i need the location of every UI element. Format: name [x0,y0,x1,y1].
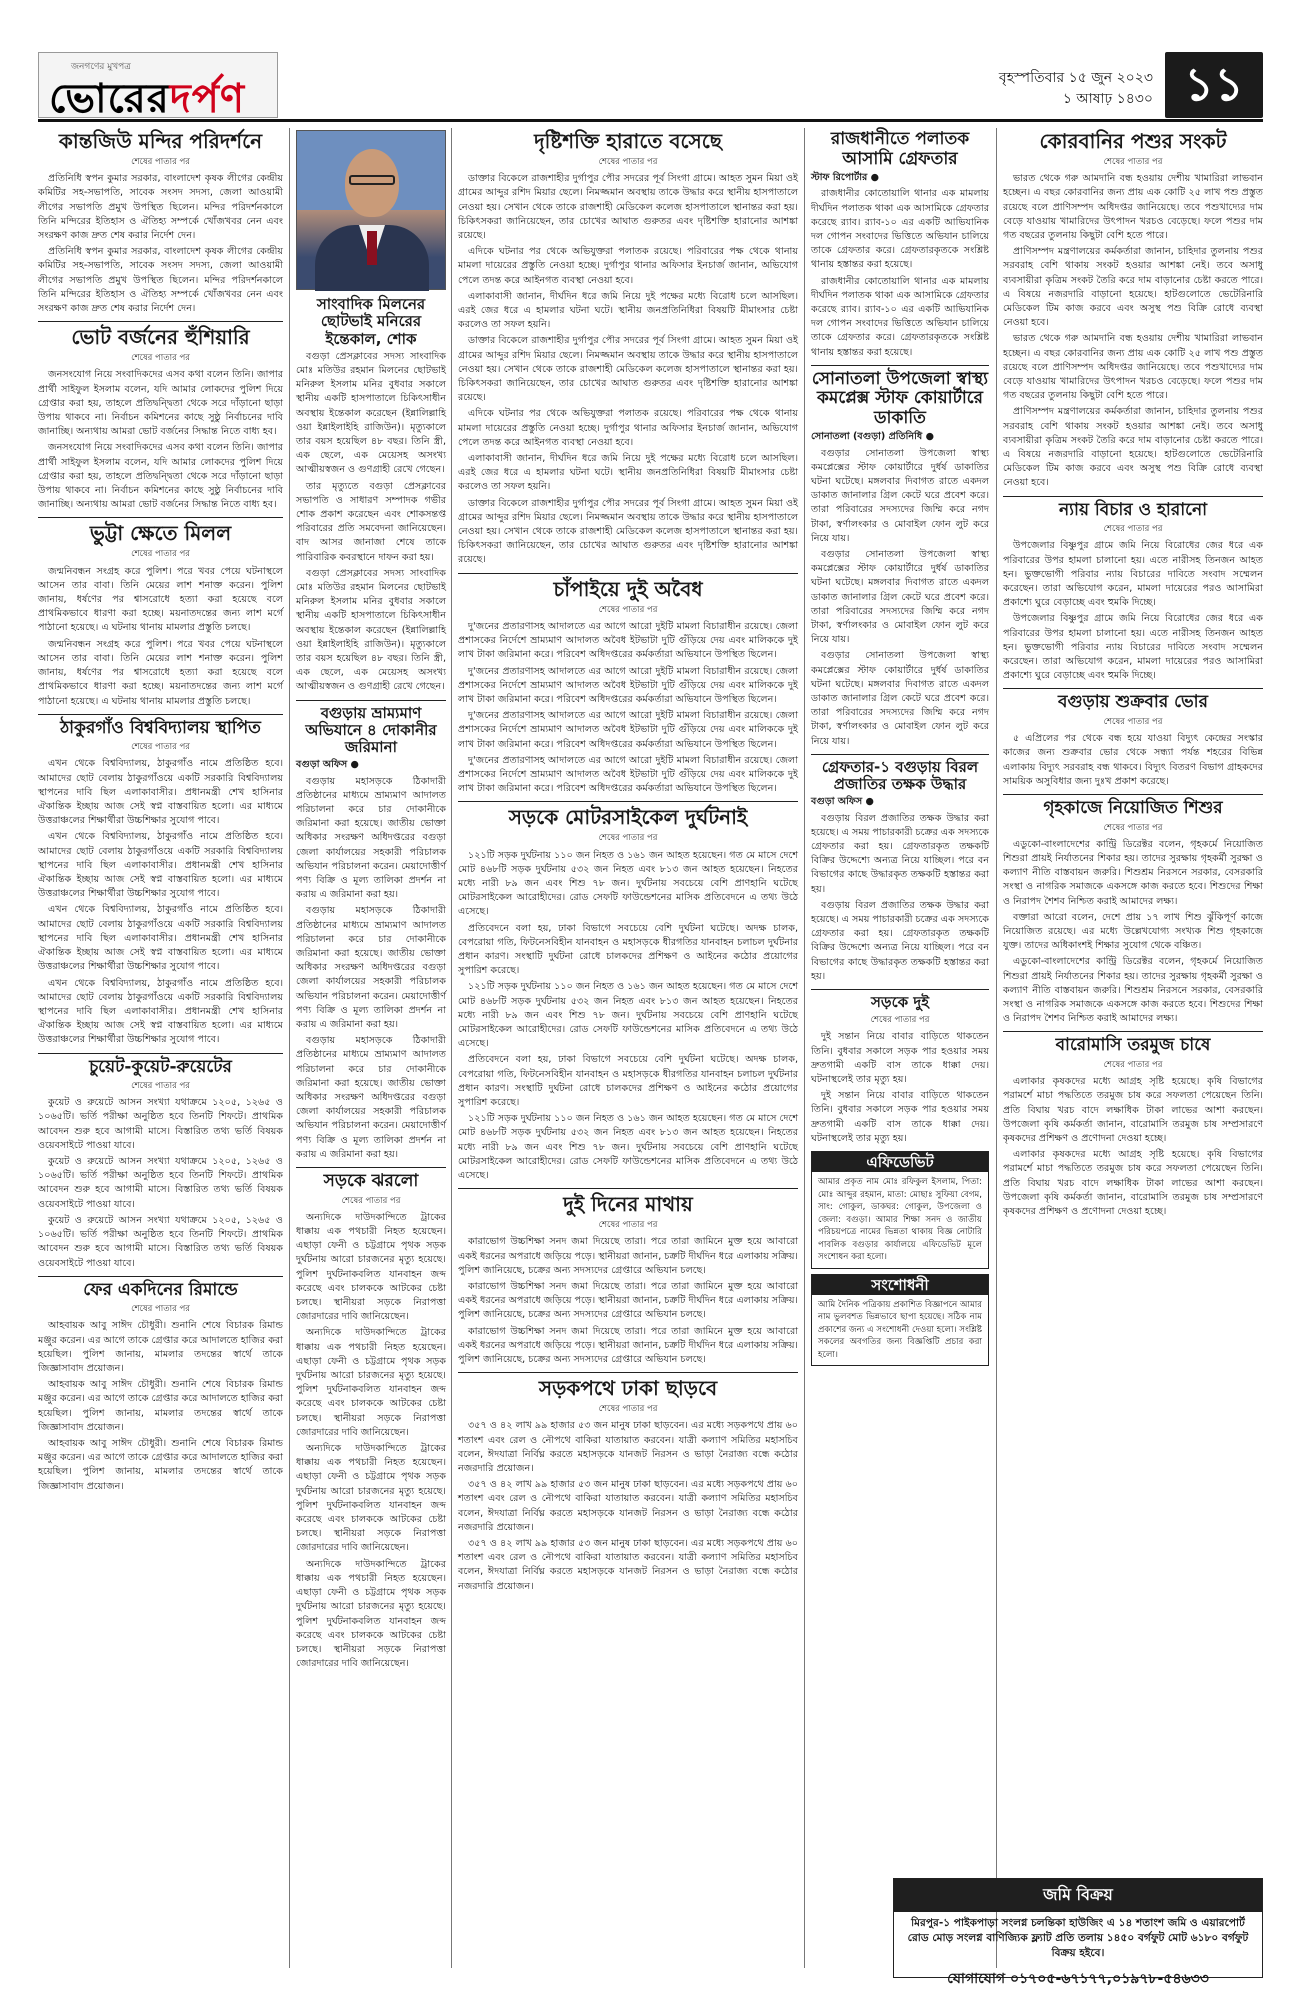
article-text: এলাকাবাসী জানান, দীর্ঘদিন ধরে জমি নিয়ে দুই পক্ষের মধ্যে বিরোধ চলে আসছিল। এরই জের ধরে এ হামলার ঘটনা ঘটে। স্থানীয় জনপ্রতিনিধিরা বিষয়টি মীমাংসার চেষ্টা করলেও তা সফল হয়নি। [458,453,798,493]
article-text: দুই সন্তান নিয়ে বাবার বাড়িতে থাকতেন তিনি। বুধবার সকালে সড়ক পার হওয়ার সময় দ্রুতগামী একটি বাস তাকে ধাক্কা দেয়। ঘটনাস্থলেই তার মৃত্যু হয়। [811,1031,989,1086]
headline: চুয়েট-কুয়েট-রুয়েটের [89,1056,232,1077]
logo [38,52,278,122]
article-text: এলাকার কৃষকদের মধ্যে আগ্রহ সৃষ্টি হয়েছে। কৃষি বিভাগের পরামর্শে মাচা পদ্ধতিতে তরমুজ চাষ করে সফলতা পেয়েছেন তিনি। প্রতি বিঘায় খরচ বাদে লক্ষাধিক টাকা লাভের আশা করছেন। উপজেলা কৃষি কর্মকর্তা জানান, বারোমাসি তরমুজ চাষ সম্প্রসারণে কৃষকদের প্রশিক্ষণ ও প্রণোদনা দেওয়া হচ্ছে। [1003,1076,1263,1144]
article-text: জনসংযোগ নিয়ে সংবাদিকদের এসব কথা বলেন তিনি। জাপার প্রার্থী সাইফুল ইসলাম বলেন, যদি আমার লোকদের পুলিশ দিয়ে গ্রেপ্তার করা হয়, তাহলে প্রতিদ্বন্দ্বিতা থেকে সরে দাঁড়ানো ছাড়া উপায় থাকবে না। নির্বাচন কমিশনের কাছে সুষ্ঠু নির্বাচনের দাবি জানাচ্ছি। অন্যথায় আমরা ভোট বর্জনের সিদ্ধান্ত নিতে বাধ্য হব। [38,369,283,438]
land-sale-ad [893,1878,1263,1987]
divider [458,801,798,802]
article-text: আহবায়ক আবু সাঈদ চৌধুরী। শুনানি শেষে বিচারক রিমান্ড মঞ্জুর করেন। এর আগে তাকে গ্রেপ্তার করে আদালতে হাজির করা হয়েছিল। পুলিশ জানায়, মামলার তদন্তের স্বার্থে তাকে জিজ্ঞাসাবাদ প্রয়োজন। [38,1320,283,1375]
divider [38,1053,283,1054]
headline: কোরবানির পশুর সংকট [1039,129,1227,153]
divider [458,1188,798,1189]
headline: চাঁপাইয়ে দুই অবৈধ [553,576,703,601]
headline: দৃষ্টিশক্তি হারাতে বসেছে [534,129,722,153]
headline: গৃহকাজে নিয়োজিত শিশুর [1043,798,1223,819]
headline: ভুট্টা ক্ষেতে মিলল [89,521,232,546]
headline: ফের একদিনের রিমান্ডে [83,1279,238,1300]
column-4 [811,126,989,1966]
article-text: বগুড়ায় মহাসড়কে ঠিকাদারী প্রতিষ্ঠানের মাধ্যমে ভ্রাম্যমাণ আদালত পরিচালনা করে চার দোকানীকে জরিমানা করা হয়েছে। জাতীয় ভোক্তা অধিকার সংরক্ষণ অধিদপ্তরের বগুড়া জেলা কার্যালয়ের সহকারী পরিচালক অভিযান পরিচালনা করেন। মেয়াদোত্তীর্ণ পণ্য বিক্রি ও মূল্য তালিকা প্রদর্শন না করায় এ জরিমানা করা হয়। [296,775,446,901]
article-text: কুয়েট ও রুয়েটে আসন সংখ্যা যথাক্রমে ১২০৫, ১২৬৫ ও ১০৬৫টি। ভর্তি পরীক্ষা অনুষ্ঠিত হবে তিনটি শিফটে। প্রাথমিক আবেদন শুরু হবে আগামী মাসে। বিস্তারিত তথ্য ভর্তি বিষয়ক ওয়েবসাইটে পাওয়া যাবে। [38,1214,283,1269]
article-text: প্রতিনিধি স্বপন কুমার সরকার, বাংলাদেশ কৃষক লীগের কেন্দ্রীয় কমিটির সহ-সভাপতি, সাবেক সংসদ সদস্য, জেলা আওয়ামী লীগের সভাপতি প্রমুখ উপস্থিত ছিলেন। মন্দির পরিদর্শনকালে তিনি মন্দিরের ইতিহাস ও ঐতিহ্য সম্পর্কে খোঁজখবর নেন এবং সংরক্ষণ কাজ দ্রুত শেষ করার নির্দেশ দেন। [38,246,283,315]
column-rule [804,128,805,1968]
continued-label: শেষের পাতার পর [598,604,658,615]
continued-label: শেষের পাতার পর [1103,717,1163,727]
article-text: প্রাণিসম্পদ মন্ত্রণালয়ের কর্মকর্তারা জানান, চাহিদার তুলনায় পশুর সরবরাহ বেশি থাকায় সংকট হওয়ার আশঙ্কা নেই। তবে অসাধু ব্যবসায়ীরা কৃত্রিম সংকট তৈরি করে দাম বাড়ানোর চেষ্টা করতে পারে। এ বিষয়ে নজরদারি বাড়ানো হয়েছে। হাটগুলোতে ভেটেরিনারি মেডিকেল টিম কাজ করবে এবং অসুস্থ পশু বিক্রি রোধে ব্যবস্থা নেওয়া হবে। [1003,406,1263,489]
portrait-photo [296,130,446,290]
headline: সড়কে ঝরলো [323,1171,419,1192]
article-text: ৩৫৭ ও ৪২ লাখ ৯৯ হাজার ৫৩ জন মানুষ ঢাকা ছাড়বেন। এর মধ্যে সড়কপথে প্রায় ৬০ শতাংশ এবং রেল ও নৌপথে বাকিরা যাতায়াত করবেন। যাত্রী কল্যাণ সমিতির মহাসচিব বলেন, ঈদযাত্রা নির্বিঘ্ন করতে মহাসড়কে যানজট নিরসন ও ভাড়া নৈরাজ্য বন্ধে কঠোর নজরদারি প্রয়োজন। [458,1420,798,1475]
divider [811,754,989,755]
affidavit-notice [811,1151,989,1269]
divider [38,517,283,518]
page-number: ১১ [1165,52,1263,118]
logo-tagline: জনগণের মুখপত্র [71,62,131,72]
article-text: ৩৫৭ ও ৪২ লাখ ৯৯ হাজার ৫৩ জন মানুষ ঢাকা ছাড়বেন। এর মধ্যে সড়কপথে প্রায় ৬০ শতাংশ এবং রেল ও নৌপথে বাকিরা যাতায়াত করবেন। যাত্রী কল্যাণ সমিতির মহাসচিব বলেন, ঈদযাত্রা নির্বিঘ্ন করতে মহাসড়কে যানজট নিরসন ও ভাড়া নৈরাজ্য বন্ধে কঠোর নজরদারি প্রয়োজন। [458,1479,798,1533]
article-text: অন্যদিকে দাউদকান্দিতে ট্রাকের ধাক্কায় এক পথচারী নিহত হয়েছেন। এছাড়া ফেনী ও চট্টগ্রামে পৃথক সড়ক দুর্ঘটনায় আরো চারজনের মৃত্যু হয়েছে। পুলিশ দুর্ঘটনাকবলিত যানবাহন জব্দ করেছে এবং চালককে আটকের চেষ্টা চলছে। স্থানীয়রা সড়কে নিরাপত্তা জোরদারের দাবি জানিয়েছেন। [296,1558,446,1670]
correction-title: সংশোধনী [812,1275,988,1295]
article-text: বগুড়ায় বিরল প্রজাতির তক্ষক উদ্ধার করা হয়েছে। এ সময় পাচারকারী চক্রের এক সদস্যকে গ্রেফতার করা হয়। গ্রেফতারকৃত তক্ষকটি বিক্রির উদ্দেশ্যে অন্যত্র নিয়ে যাচ্ছিল। পরে বন বিভাগের কাছে উদ্ধারকৃত তক্ষকটি হস্তান্তর করা হয়। [811,899,990,982]
ad-phone: ০১৭০৫-৬৭১৭৭,০১৯৭৮-৫৪৬৩৩ [1009,1971,1209,1987]
continued-label: শেষের পাতার পর [1103,524,1163,535]
ad-title: জমি বিক্রয় [894,1879,1262,1912]
article-text: ডাক্তার বিকেলে রাজশাহীর দুর্গাপুর পৌর সদরের পূর্ব সিংগা গ্রামে। আহত সুমন মিয়া ওই গ্রামের আব্দুর রশিদ মিয়ার ছেলে। নিমজ্জমান অবস্থায় তাকে উদ্ধার করে স্থানীয় হাসপাতালে নেওয়া হয়। সেখান থেকে তাকে রাজশাহী মেডিকেল কলেজ হাসপাতালে স্থানান্তর করা হয়। চিকিৎসকরা জানিয়েছেন, তার চোখের আঘাত গুরুতর এবং দৃষ্টিশক্তি হারানোর আশঙ্কা রয়েছে। [458,335,798,404]
correction-notice [811,1274,989,1367]
article-text: জন্মনিবন্ধন সংগ্রহ করে পুলিশ। পরে খবর পেয়ে ঘটনাস্থলে আসেন তার বাবা। তিনি মেয়ের লাশ শনাক্ত করেন। পুলিশ জানায়, ধর্ষণের পর শ্বাসরোধে হত্যা করা হয়েছে বলে প্রাথমিকভাবে ধারণা করা হচ্ছে। ময়নাতদন্তের জন্য লাশ মর্গে পাঠানো হয়েছে। এ ঘটনায় থানায় মামলার প্রস্তুতি চলছে। [38,638,283,707]
article-text: বক্তারা আরো বলেন, দেশে প্রায় ১৭ লাখ শিশু ঝুঁকিপূর্ণ কাজে নিয়োজিত রয়েছে। এর মধ্যে উল্লেখযোগ্য সংখ্যক শিশু গৃহকাজে যুক্ত। তাদের অধিকাংশই শিক্ষার সুযোগ থেকে বঞ্চিত। [1003,911,1263,952]
article-text: এখন থেকে বিশ্ববিদ্যালয়, ঠাকুরগাঁও নামে প্রতিষ্ঠিত হবে। আমাদের ছোট বেলায় ঠাকুরগাঁওয়ে একটি সরকারি বিশ্ববিদ্যালয় স্থাপনের দাবি ছিল এলাকাবাসীর। প্রধানমন্ত্রী শেখ হাসিনার ঐকান্তিক ইচ্ছায় আজ সেই স্বপ্ন বাস্তবায়িত হলো। এর মাধ্যমে উত্তরাঞ্চলের শিক্ষার্থীরা উচ্চশিক্ষার সুযোগ পাবে। [38,977,283,1046]
column-2 [296,126,446,1966]
article-text: এদিকে ঘটনার পর থেকে অভিযুক্তরা পলাতক রয়েছে। পরিবারের পক্ষ থেকে থানায় মামলা দায়েরের প্রস্তুতি নেওয়া হচ্ছে। দুর্গাপুর থানার অফিসার ইনচার্জ জানান, অভিযোগ পেলে তদন্ত করে আইনগত ব্যবস্থা নেওয়া হবে। [458,246,798,286]
article-text: দু'জনের প্রতারণাসহ আদালতে এর আগে আরো দুইটি মামলা বিচারাধীন রয়েছে। জেলা প্রশাসকের নির্দেশে ভ্রাম্যমাণ আদালত অবৈধ ইটভাটা দুটি গুঁড়িয়ে দেয় এবং মালিককে দুই লাখ টাকা জরিমানা করে। পরিবেশ অধিদপ্তরের কর্মকর্তারা অভিযানে উপস্থিত ছিলেন। [458,754,798,795]
article-text: এখন থেকে বিশ্ববিদ্যালয়, ঠাকুরগাঁও নামে প্রতিষ্ঠিত হবে। আমাদের ছোট বেলায় ঠাকুরগাঁওয়ে একটি সরকারি বিশ্ববিদ্যালয় স্থাপনের দাবি ছিল এলাকাবাসীর। প্রধানমন্ত্রী শেখ হাসিনার ঐকান্তিক ইচ্ছায় আজ সেই স্বপ্ন বাস্তবায়িত হলো। এর মাধ্যমে উত্তরাঞ্চলের শিক্ষার্থীরা উচ্চশিক্ষার সুযোগ পাবে। [38,758,283,827]
article-text: এলাকাবাসী জানান, দীর্ঘদিন ধরে জমি নিয়ে দুই পক্ষের মধ্যে বিরোধ চলে আসছিল। এরই জের ধরে এ হামলার ঘটনা ঘটে। স্থানীয় জনপ্রতিনিধিরা বিষয়টি মীমাংসার চেষ্টা করলেও তা সফল হয়নি। [458,290,798,331]
continued-label: শেষের পাতার পর [131,1081,190,1092]
article-text: বগুড়ায় মহাসড়কে ঠিকাদারী প্রতিষ্ঠানের মাধ্যমে ভ্রাম্যমাণ আদালত পরিচালনা করে চার দোকানীকে জরিমানা করা হয়েছে। জাতীয় ভোক্তা অধিকার সংরক্ষণ অধিদপ্তরের বগুড়া জেলা কার্যালয়ের সহকারী পরিচালক অভিযান পরিচালনা করেন। মেয়াদোত্তীর্ণ পণ্য বিক্রি ও মূল্য তালিকা প্রদর্শন না করায় এ জরিমানা করা হয়। [296,1035,446,1160]
article-text: বগুড়া প্রেসক্লাবের সদস্য সাংবাদিক মোঃ মতিউর রহমান মিলনের ছোটভাই মনিরুল ইসলাম মনির বুধবার সকালে স্থানীয় একটি হাসপাতালে চিকিৎসাধীন অবস্থায় ইন্তেকাল করেছেন (ইন্নালিল্লাহি ওয়া ইন্নাইলাইহি রাজিউন)। মৃত্যুকালে তার বয়স হয়েছিল ৪৮ বছর। তিনি স্ত্রী, এক ছেলে, এক মেয়েসহ অসংখ্য আত্মীয়স্বজন ও গুণগ্রাহী রেখে গেছেন। [296,350,446,476]
headline: সোনাতলা উপজেলা স্বাস্থ্য কমপ্লেক্স স্টাফ কোয়ার্টারে ডাকাতি [811,368,989,428]
headline: সড়কে দুই [870,992,930,1011]
headline: দুই দিনের মাথায় [563,1192,693,1217]
article-text: জন্মনিবন্ধন সংগ্রহ করে পুলিশ। পরে খবর পেয়ে ঘটনাস্থলে আসেন তার বাবা। তিনি মেয়ের লাশ শনাক্ত করেন। পুলিশ জানায়, ধর্ষণের পর শ্বাসরোধে হত্যা করা হয়েছে বলে প্রাথমিকভাবে ধারণা করা হচ্ছে। ময়নাতদন্তের জন্য লাশ মর্গে পাঠানো হয়েছে। এ ঘটনায় থানায় মামলার প্রস্তুতি চলছে। [38,565,283,634]
byline: বগুড়া অফিস ● [296,759,359,771]
headline: ন্যায় বিচার ও হারানো [1058,499,1208,520]
divider [811,989,989,990]
headline: বগুড়ায় ভ্রাম্যমাণ অভিযানে ৪ দোকানীর জরিমানা [305,703,437,757]
continued-label: শেষের পাতার পর [1103,822,1163,833]
headline: রাজধানীতে পলাতক আসামি গ্রেফতার [830,129,970,169]
article-text: বগুড়ার সোনাতলা উপজেলা স্বাস্থ্য কমপ্লেক্সের স্টাফ কোয়ার্টারে দুর্ধর্ষ ডাকাতির ঘটনা ঘটেছে। মঙ্গলবার দিবাগত রাতে একদল ডাকাত জানালার গ্রিল কেটে ঘরে প্রবেশ করে। তারা পরিবারের সদস্যদের জিম্মি করে নগদ টাকা, স্বর্ণালংকার ও মোবাইল ফোন লুট করে নিয়ে যায়। [811,447,989,544]
date-line-2: ১ আষাঢ় ১৪৩০ [1062,91,1153,107]
column-rule [996,128,997,1968]
article-text: কারাভোগ উচ্চশিক্ষা সনদ জমা দিয়েছে তারা। পরে তারা জামিনে মুক্ত হয়ে আবারো একই ধরনের অপরাধে জড়িয়ে পড়ে। স্থানীয়রা জানান, চক্রটি দীর্ঘদিন ধরে এলাকায় সক্রিয়। পুলিশ জানিয়েছে, চক্রের অন্য সদস্যদের গ্রেপ্তারে অভিযান চলছে। [458,1281,798,1321]
headline: কান্তজিউ মন্দির পরিদর্শনে [58,129,263,153]
continued-label: শেষের পাতার পর [870,1015,930,1026]
byline: সোনাতলা (বগুড়া) প্রতিনিধি ● [811,431,934,443]
ad-contact-label: যোগাযোগ [947,1971,1006,1987]
divider [458,573,798,574]
article-text: এখন থেকে বিশ্ববিদ্যালয়, ঠাকুরগাঁও নামে প্রতিষ্ঠিত হবে। আমাদের ছোট বেলায় ঠাকুরগাঁওয়ে একটি সরকারি বিশ্ববিদ্যালয় স্থাপনের দাবি ছিল এলাকাবাসীর। প্রধানমন্ত্রী শেখ হাসিনার ঐকান্তিক ইচ্ছায় আজ সেই স্বপ্ন বাস্তবায়িত হলো। এর মাধ্যমে উত্তরাঞ্চলের শিক্ষার্থীরা উচ্চশিক্ষার সুযোগ পাবে। [38,831,283,900]
divider [1003,794,1263,795]
divider [38,321,283,322]
headline: সড়কে মোটরসাইকেল দুর্ঘটনাই [508,805,748,830]
newspaper-page [38,50,1263,1987]
continued-label: শেষের পাতার পর [131,157,190,167]
continued-label: শেষের পাতার পর [131,353,190,364]
article-text: রাজধানীর কোতোয়ালি থানার এক মামলায় দীর্ঘদিন পলাতক থাকা এক আসামিকে গ্রেফতার করেছে র‌্যাব। র‌্যাব-১০ এর একটি আভিযানিক দল গোপন সংবাদের ভিত্তিতে অভিযান চালিয়ে তাকে গ্রেফতার করে। গ্রেফতারকৃতকে সংশ্লিষ্ট থানায় হস্তান্তর করা হয়েছে। [811,275,989,358]
continued-label: শেষের পাতার পর [598,1220,658,1231]
correction-body: আমি দৈনিক পত্রিকায় প্রকাশিত বিজ্ঞাপনে আমার নাম ভুলবশত ভিন্নভাবে ছাপা হয়েছে। সঠিক নাম প্রকাশের জন্য এ সংশোধনী দেওয়া হলো। সংশ্লিষ্ট সকলের অবগতির জন্য বিজ্ঞপ্তিটি প্রচার করা হলো। [818,1299,982,1360]
continued-label: শেষের পাতার পর [131,549,190,560]
article-text: দু'জনের প্রতারণাসহ আদালতে এর আগে আরো দুইটি মামলা বিচারাধীন রয়েছে। জেলা প্রশাসকের নির্দেশে ভ্রাম্যমাণ আদালত অবৈধ ইটভাটা দুটি গুঁড়িয়ে দেয় এবং মালিককে দুই লাখ টাকা জরিমানা করে। পরিবেশ অধিদপ্তরের কর্মকর্তারা অভিযানে উপস্থিত ছিলেন। [458,665,798,705]
headline: বগুড়ায় শুক্রবার ভোর [1058,692,1208,713]
article-text: এখন থেকে বিশ্ববিদ্যালয়, ঠাকুরগাঁও নামে প্রতিষ্ঠিত হবে। আমাদের ছোট বেলায় ঠাকুরগাঁওয়ে একটি সরকারি বিশ্ববিদ্যালয় স্থাপনের দাবি ছিল এলাকাবাসীর। প্রধানমন্ত্রী শেখ হাসিনার ঐকান্তিক ইচ্ছায় আজ সেই স্বপ্ন বাস্তবায়িত হলো। এর মাধ্যমে উত্তরাঞ্চলের শিক্ষার্থীরা উচ্চশিক্ষার সুযোগ পাবে। [38,904,283,973]
column-5 [1003,126,1263,1871]
divider [811,365,989,366]
affidavit-body: আমার প্রকৃত নাম মোঃ রফিকুল ইসলাম, পিতা: মোঃ আব্দুর রহমান, মাতা: মোছাঃ সুফিয়া বেগম, সাং: গোকুল, ডাকঘর: গোকুল, উপজেলা ও জেলা: বগুড়া। আমার শিক্ষা সনদ ও জাতীয় পরিচয়পত্রে নামের ভিন্নতা থাকায় বিজ্ঞ নোটারি পাবলিক বগুড়ার কার্যালয়ে এফিডেভিট মূলে সংশোধন করা হলো। [818,1177,982,1263]
divider [458,1372,798,1373]
continued-label: শেষের পাতার পর [598,157,658,167]
column-rule [289,128,290,1968]
headline: বারোমাসি তরমুজ চাষে [1055,1035,1211,1056]
article-text: প্রতিবেদনে বলা হয়, ঢাকা বিভাগে সবচেয়ে বেশি দুর্ঘটনা ঘটেছে। অদক্ষ চালক, বেপরোয়া গতি, ফিটনেসবিহীন যানবাহন ও মহাসড়কে ধীরগতির যানবাহন চলাচল দুর্ঘটনার প্রধান কারণ। সংস্থাটি দুর্ঘটনা রোধে চালকদের প্রশিক্ষণ ও আইনের কঠোর প্রয়োগের সুপারিশ করেছে। [458,922,798,977]
divider [296,1167,446,1168]
article-text: অন্যদিকে দাউদকান্দিতে ট্রাকের ধাক্কায় এক পথচারী নিহত হয়েছেন। এছাড়া ফেনী ও চট্টগ্রামে পৃথক সড়ক দুর্ঘটনায় আরো চারজনের মৃত্যু হয়েছে। পুলিশ দুর্ঘটনাকবলিত যানবাহন জব্দ করেছে এবং চালককে আটকের চেষ্টা চলছে। স্থানীয়রা সড়কে নিরাপত্তা জোরদারের দাবি জানিয়েছেন। [296,1327,446,1438]
article-text: প্রতিবেদনে বলা হয়, ঢাকা বিভাগে সবচেয়ে বেশি দুর্ঘটনা ঘটেছে। অদক্ষ চালক, বেপরোয়া গতি, ফিটনেসবিহীন যানবাহন ও মহাসড়কে ধীরগতির যানবাহন চলাচল দুর্ঘটনার প্রধান কারণ। সংস্থাটি দুর্ঘটনা রোধে চালকদের প্রশিক্ষণ ও আইনের কঠোর প্রয়োগের সুপারিশ করেছে। [458,1054,798,1108]
continued-label: শেষের পাতার পর [341,1195,401,1206]
article-text: বগুড়ার সোনাতলা উপজেলা স্বাস্থ্য কমপ্লেক্সের স্টাফ কোয়ার্টারে দুর্ধর্ষ ডাকাতির ঘটনা ঘটেছে। মঙ্গলবার দিবাগত রাতে একদল ডাকাত জানালার গ্রিল কেটে ঘরে প্রবেশ করে। তারা পরিবারের সদস্যদের জিম্মি করে নগদ টাকা, স্বর্ণালংকার ও মোবাইল ফোন লুট করে নিয়ে যায়। [811,549,989,646]
article-text: বগুড়ায় মহাসড়কে ঠিকাদারী প্রতিষ্ঠানের মাধ্যমে ভ্রাম্যমাণ আদালত পরিচালনা করে চার দোকানীকে জরিমানা করা হয়েছে। জাতীয় ভোক্তা অধিকার সংরক্ষণ অধিদপ্তরের বগুড়া জেলা কার্যালয়ের সহকারী পরিচালক অভিযান পরিচালনা করেন। মেয়াদোত্তীর্ণ পণ্য বিক্রি ও মূল্য তালিকা প্রদর্শন না করায় এ জরিমানা করা হয়। [296,905,446,1031]
article-text: প্রতিনিধি স্বপন কুমার সরকার, বাংলাদেশ কৃষক লীগের কেন্দ্রীয় কমিটির সহ-সভাপতি, সাবেক সংসদ সদস্য, জেলা আওয়ামী লীগের সভাপতি প্রমুখ উপস্থিত ছিলেন। মন্দির পরিদর্শনকালে তিনি মন্দিরের ইতিহাস ও ঐতিহ্য সম্পর্কে খোঁজখবর নেন এবং সংরক্ষণ কাজ দ্রুত শেষ করার নির্দেশ দেন। [38,173,283,242]
byline: স্টাফ রিপোর্টার ● [811,172,880,184]
article-text: তার মৃত্যুতে বগুড়া প্রেসক্লাবের সভাপতি ও সাধারণ সম্পাদক গভীর শোক প্রকাশ করেছেন এবং শোকসন্তপ্ত পরিবারের প্রতি সমবেদনা জানিয়েছেন। বাদ আসর জানাজা শেষে তাকে পারিবারিক কবরস্থানে দাফন করা হয়। [296,480,446,563]
article-text: বগুড়ার সোনাতলা উপজেলা স্বাস্থ্য কমপ্লেক্সের স্টাফ কোয়ার্টারে দুর্ধর্ষ ডাকাতির ঘটনা ঘটেছে। মঙ্গলবার দিবাগত রাতে একদল ডাকাত জানালার গ্রিল কেটে ঘরে প্রবেশ করে। তারা পরিবারের সদস্যদের জিম্মি করে নগদ টাকা, স্বর্ণালংকার ও মোবাইল ফোন লুট করে নিয়ে যায়। [811,650,989,747]
continued-label: শেষের পাতার পর [1103,1059,1163,1070]
column-1 [38,126,283,1966]
continued-label: শেষের পাতার পর [131,1304,190,1315]
affidavit-title: এফিডেভিট [812,1152,988,1172]
article-text: এদিকে ঘটনার পর থেকে অভিযুক্তরা পলাতক রয়েছে। পরিবারের পক্ষ থেকে থানায় মামলা দায়েরের প্রস্তুতি নেওয়া হচ্ছে। দুর্গাপুর থানার অফিসার ইনচার্জ জানান, অভিযোগ পেলে তদন্ত করে আইনগত ব্যবস্থা নেওয়া হবে। [458,408,798,448]
issue-date [999,68,1153,110]
article-text: ভারত থেকে গরু আমদানি বন্ধ হওয়ায় দেশীয় খামারিরা লাভবান হচ্ছেন। এ বছর কোরবানির জন্য প্রায় এক কোটি ২৫ লাখ পশু প্রস্তুত রয়েছে বলে প্রাণিসম্পদ অধিদপ্তর জানিয়েছে। তবে পশুখাদ্যের দাম বেড়ে যাওয়ায় খামারিদের উৎপাদন খরচও বেড়েছে। ফলে পশুর দাম গত বছরের তুলনায় কিছুটা বেশি হতে পারে। [1003,333,1263,402]
article-text: আহবায়ক আবু সাঈদ চৌধুরী। শুনানি শেষে বিচারক রিমান্ড মঞ্জুর করেন। এর আগে তাকে গ্রেপ্তার করে আদালতে হাজির করা হয়েছিল। পুলিশ জানায়, মামলার তদন্তের স্বার্থে তাকে জিজ্ঞাসাবাদ প্রয়োজন। [38,1379,283,1433]
column-rule [451,128,452,1968]
article-text: কারাভোগ উচ্চশিক্ষা সনদ জমা দিয়েছে তারা। পরে তারা জামিনে মুক্ত হয়ে আবারো একই ধরনের অপরাধে জড়িয়ে পড়ে। স্থানীয়রা জানান, চক্রটি দীর্ঘদিন ধরে এলাকায় সক্রিয়। পুলিশ জানিয়েছে, চক্রের অন্য সদস্যদের গ্রেপ্তারে অভিযান চলছে। [458,1236,798,1276]
article-text: কারাভোগ উচ্চশিক্ষা সনদ জমা দিয়েছে তারা। পরে তারা জামিনে মুক্ত হয়ে আবারো একই ধরনের অপরাধে জড়িয়ে পড়ে। স্থানীয়রা জানান, চক্রটি দীর্ঘদিন ধরে এলাকায় সক্রিয়। পুলিশ জানিয়েছে, চক্রের অন্য সদস্যদের গ্রেপ্তারে অভিযান চলছে। [458,1325,798,1366]
divider [296,700,446,701]
headline: গ্রেফতার-১ বগুড়ায় বিরল প্রজাতির তক্ষক উদ্ধার [821,757,979,794]
article-text: দু'জনের প্রতারণাসহ আদালতে এর আগে আরো দুইটি মামলা বিচারাধীন রয়েছে। জেলা প্রশাসকের নির্দেশে ভ্রাম্যমাণ আদালত অবৈধ ইটভাটা দুটি গুঁড়িয়ে দেয় এবং মালিককে দুই লাখ টাকা জরিমানা করে। পরিবেশ অধিদপ্তরের কর্মকর্তারা অভিযানে উপস্থিত ছিলেন। [458,710,798,750]
ad-text: মিরপুর-১ পাইকপাড়া সংলগ্ন চলন্তিকা হাউজিং এ ১৪ শতাংশ জমি ও এয়ারপোর্ট রোড মোড় সংলগ্ন বাণিজ্যিক ফ্ল্যাট প্রতি তলায় ১৪৫০ বর্গফুট মোট ৬১৮০ বর্গফুট বিক্রয় হইবে। [907,1917,1249,1959]
article-text: আহবায়ক আবু সাঈদ চৌধুরী। শুনানি শেষে বিচারক রিমান্ড মঞ্জুর করেন। এর আগে তাকে গ্রেপ্তার করে আদালতে হাজির করা হয়েছিল। পুলিশ জানায়, মামলার তদন্তের স্বার্থে তাকে জিজ্ঞাসাবাদ প্রয়োজন। [38,1438,283,1492]
article-text: ডাক্তার বিকেলে রাজশাহীর দুর্গাপুর পৌর সদরের পূর্ব সিংগা গ্রামে। আহত সুমন মিয়া ওই গ্রামের আব্দুর রশিদ মিয়ার ছেলে। নিমজ্জমান অবস্থায় তাকে উদ্ধার করে স্থানীয় হাসপাতালে নেওয়া হয়। সেখান থেকে তাকে রাজশাহী মেডিকেল কলেজ হাসপাতালে স্থানান্তর করা হয়। চিকিৎসকরা জানিয়েছেন, তার চোখের আঘাত গুরুতর এবং দৃষ্টিশক্তি হারানোর আশঙ্কা রয়েছে। [458,173,798,242]
article-text: ডাক্তার বিকেলে রাজশাহীর দুর্গাপুর পৌর সদরের পূর্ব সিংগা গ্রামে। আহত সুমন মিয়া ওই গ্রামের আব্দুর রশিদ মিয়ার ছেলে। নিমজ্জমান অবস্থায় তাকে উদ্ধার করে স্থানীয় হাসপাতালে নেওয়া হয়। সেখান থেকে তাকে রাজশাহী মেডিকেল কলেজ হাসপাতালে স্থানান্তর করা হয়। চিকিৎসকরা জানিয়েছেন, তার চোখের আঘাত গুরুতর এবং দৃষ্টিশক্তি হারানোর আশঙ্কা রয়েছে। [458,497,798,566]
continued-label: শেষের পাতার পর [598,1404,658,1415]
article-text: অন্যদিকে দাউদকান্দিতে ট্রাকের ধাক্কায় এক পথচারী নিহত হয়েছেন। এছাড়া ফেনী ও চট্টগ্রামে পৃথক সড়ক দুর্ঘটনায় আরো চারজনের মৃত্যু হয়েছে। পুলিশ দুর্ঘটনাকবলিত যানবাহন জব্দ করেছে এবং চালককে আটকের চেষ্টা চলছে। স্থানীয়রা সড়কে নিরাপত্তা জোরদারের দাবি জানিয়েছেন। [296,1443,446,1554]
article-text: ভারত থেকে গরু আমদানি বন্ধ হওয়ায় দেশীয় খামারিরা লাভবান হচ্ছেন। এ বছর কোরবানির জন্য প্রায় এক কোটি ২৫ লাখ পশু প্রস্তুত রয়েছে বলে প্রাণিসম্পদ অধিদপ্তর জানিয়েছে। তবে পশুখাদ্যের দাম বেড়ে যাওয়ায় খামারিদের উৎপাদন খরচও বেড়েছে। ফলে পশুর দাম গত বছরের তুলনায় কিছুটা বেশি হতে পারে। [1003,173,1263,242]
article-text: ১২১টি সড়ক দুর্ঘটনায় ১১০ জন নিহত ও ১৬১ জন আহত হয়েছেন। গত মে মাসে দেশে মোট ৪৬৮টি সড়ক দুর্ঘটনায় ৫৩২ জন নিহত এবং ৮১৩ জন আহত হয়েছেন। নিহতের মধ্যে নারী ৮৯ জন এবং শিশু ৭৮ জন। দুর্ঘটনায় সবচেয়ে বেশি প্রাণহানি ঘটেছে মোটরসাইকেল আরোহীদের। রোড সেফটি ফাউন্ডেশনের মাসিক প্রতিবেদনে এ তথ্য উঠে এসেছে। [458,981,798,1050]
article-text: উপজেলার বিষ্ণুপুর গ্রামে জমি নিয়ে বিরোধের জের ধরে এক পরিবারের উপর হামলা চালানো হয়। এতে নারীসহ তিনজন আহত হন। ভুক্তভোগী পরিবার ন্যায় বিচারের দাবিতে সংবাদ সম্মেলন করেছেন। তারা অভিযোগ করেন, মামলা দায়েরের পরও আসামিরা প্রকাশ্যে ঘুরে বেড়াচ্ছে এবং হুমকি দিচ্ছে। [1003,540,1263,609]
article-text: প্রাণিসম্পদ মন্ত্রণালয়ের কর্মকর্তারা জানান, চাহিদার তুলনায় পশুর সরবরাহ বেশি থাকায় সংকট হওয়ার আশঙ্কা নেই। তবে অসাধু ব্যবসায়ীরা কৃত্রিম সংকট তৈরি করে দাম বাড়ানোর চেষ্টা করতে পারে। এ বিষয়ে নজরদারি বাড়ানো হয়েছে। হাটগুলোতে ভেটেরিনারি মেডিকেল টিম কাজ করবে এবং অসুস্থ পশু বিক্রি রোধে ব্যবস্থা নেওয়া হবে। [1003,246,1263,329]
article-text: রাজধানীর কোতোয়ালি থানার এক মামলায় দীর্ঘদিন পলাতক থাকা এক আসামিকে গ্রেফতার করেছে র‌্যাব। র‌্যাব-১০ এর একটি আভিযানিক দল গোপন সংবাদের ভিত্তিতে অভিযান চালিয়ে তাকে গ্রেফতার করে। গ্রেফতারকৃতকে সংশ্লিষ্ট থানায় হস্তান্তর করা হয়েছে। [811,188,989,271]
continued-label: শেষের পাতার পর [131,742,190,753]
logo-part1: ভোরের [49,75,170,122]
logo-part2: দর্পণ [169,75,246,122]
divider [38,714,283,715]
article-text: এলাকার কৃষকদের মধ্যে আগ্রহ সৃষ্টি হয়েছে। কৃষি বিভাগের পরামর্শে মাচা পদ্ধতিতে তরমুজ চাষ করে সফলতা পেয়েছেন তিনি। প্রতি বিঘায় খরচ বাদে লক্ষাধিক টাকা লাভের আশা করছেন। উপজেলা কৃষি কর্মকর্তা জানান, বারোমাসি তরমুজ চাষ সম্প্রসারণে কৃষকদের প্রশিক্ষণ ও প্রণোদনা দেওয়া হচ্ছে। [1003,1149,1263,1217]
article-text: দুই সন্তান নিয়ে বাবার বাড়িতে থাকতেন তিনি। বুধবার সকালে সড়ক পার হওয়ার সময় দ্রুতগামী একটি বাস তাকে ধাক্কা দেয়। ঘটনাস্থলেই তার মৃত্যু হয়। [811,1090,989,1144]
article-text: বগুড়া প্রেসক্লাবের সদস্য সাংবাদিক মোঃ মতিউর রহমান মিলনের ছোটভাই মনিরুল ইসলাম মনির বুধবার সকালে স্থানীয় একটি হাসপাতালে চিকিৎসাধীন অবস্থায় ইন্তেকাল করেছেন (ইন্নালিল্লাহি ওয়া ইন্নাইলাইহি রাজিউন)। মৃত্যুকালে তার বয়স হয়েছিল ৪৮ বছর। তিনি স্ত্রী, এক ছেলে, এক মেয়েসহ অসংখ্য আত্মীয়স্বজন ও গুণগ্রাহী রেখে গেছেন। [296,567,446,693]
headline: সাংবাদিক মিলনের ছোটভাই মনিরের ইন্তেকাল, শোক [316,295,426,348]
continued-label: শেষের পাতার পর [1103,157,1163,167]
article-text: এডুকো-বাংলাদেশের কান্ট্রি ডিরেক্টর বলেন, গৃহকর্মে নিয়োজিত শিশুরা প্রায়ই নির্যাতনের শিকার হয়। তাদের সুরক্ষায় গৃহকর্মী সুরক্ষা ও কল্যাণ নীতি বাস্তবায়ন জরুরি। শিশুশ্রম নিরসনে সরকার, বেসরকারি সংস্থা ও নাগরিক সমাজকে একসঙ্গে কাজ করতে হবে। শিশুদের শিক্ষা ও নিরাপদ শৈশব নিশ্চিত করাই আমাদের লক্ষ্য। [1003,956,1263,1025]
column-3 [458,126,798,1966]
headline: সড়কপথে ঢাকা ছাড়বে [538,1376,718,1401]
continued-label: শেষের পাতার পর [598,833,658,844]
divider [1003,496,1263,497]
date-line-1: বৃহস্পতিবার ১৫ জুন ২০২৩ [998,70,1153,86]
headline: ঠাকুরগাঁও বিশ্ববিদ্যালয় স্থাপিত [60,717,261,738]
masthead [38,50,1263,122]
article-text: ৫ এপ্রিলের পর থেকে বন্ধ হয়ে যাওয়া বিদ্যুৎ কেন্দ্রের সংস্কার কাজের জন্য শুক্রবার ভোর থেকে সন্ধ্যা পর্যন্ত শহরের বিভিন্ন এলাকায় বিদ্যুৎ সরবরাহ বন্ধ থাকবে। বিদ্যুৎ বিতরণ বিভাগ গ্রাহকদের সাময়িক অসুবিধার জন্য দুঃখ প্রকাশ করেছে। [1003,733,1263,787]
article-text: বগুড়ায় বিরল প্রজাতির তক্ষক উদ্ধার করা হয়েছে। এ সময় পাচারকারী চক্রের এক সদস্যকে গ্রেফতার করা হয়। গ্রেফতারকৃত তক্ষকটি বিক্রির উদ্দেশ্যে অন্যত্র নিয়ে যাচ্ছিল। পরে বন বিভাগের কাছে উদ্ধারকৃত তক্ষকটি হস্তান্তর করা হয়। [811,812,990,895]
article-text: কুয়েট ও রুয়েটে আসন সংখ্যা যথাক্রমে ১২০৫, ১২৬৫ ও ১০৬৫টি। ভর্তি পরীক্ষা অনুষ্ঠিত হবে তিনটি শিফটে। প্রাথমিক আবেদন শুরু হবে আগামী মাসে। বিস্তারিত তথ্য ভর্তি বিষয়ক ওয়েবসাইটে পাওয়া যাবে। [38,1156,283,1210]
article-text: কুয়েট ও রুয়েটে আসন সংখ্যা যথাক্রমে ১২০৫, ১২৬৫ ও ১০৬৫টি। ভর্তি পরীক্ষা অনুষ্ঠিত হবে তিনটি শিফটে। প্রাথমিক আবেদন শুরু হবে আগামী মাসে। বিস্তারিত তথ্য ভর্তি বিষয়ক ওয়েবসাইটে পাওয়া যাবে। [38,1097,283,1151]
headline: ভোট বর্জনের হুঁশিয়ারি [71,325,250,350]
divider [1003,1031,1263,1032]
article-text: অন্যদিকে দাউদকান্দিতে ট্রাকের ধাক্কায় এক পথচারী নিহত হয়েছেন। এছাড়া ফেনী ও চট্টগ্রামে পৃথক সড়ক দুর্ঘটনায় আরো চারজনের মৃত্যু হয়েছে। পুলিশ দুর্ঘটনাকবলিত যানবাহন জব্দ করেছে এবং চালককে আটকের চেষ্টা চলছে। স্থানীয়রা সড়কে নিরাপত্তা জোরদারের দাবি জানিয়েছেন। [296,1211,446,1323]
divider [38,1276,283,1277]
article-text: ৩৫৭ ও ৪২ লাখ ৯৯ হাজার ৫৩ জন মানুষ ঢাকা ছাড়বেন। এর মধ্যে সড়কপথে প্রায় ৬০ শতাংশ এবং রেল ও নৌপথে বাকিরা যাতায়াত করবেন। যাত্রী কল্যাণ সমিতির মহাসচিব বলেন, ঈদযাত্রা নির্বিঘ্ন করতে মহাসড়কে যানজট নিরসন ও ভাড়া নৈরাজ্য বন্ধে কঠোর নজরদারি প্রয়োজন। [458,1538,798,1592]
divider [1003,688,1263,689]
article-text: জনসংযোগ নিয়ে সংবাদিকদের এসব কথা বলেন তিনি। জাপার প্রার্থী সাইফুল ইসলাম বলেন, যদি আমার লোকদের পুলিশ দিয়ে গ্রেপ্তার করা হয়, তাহলে প্রতিদ্বন্দ্বিতা থেকে সরে দাঁড়ানো ছাড়া উপায় থাকবে না। নির্বাচন কমিশনের কাছে সুষ্ঠু নির্বাচনের দাবি জানাচ্ছি। অন্যথায় আমরা ভোট বর্জনের সিদ্ধান্ত নিতে বাধ্য হব। [38,442,283,511]
article-text: ১২১টি সড়ক দুর্ঘটনায় ১১০ জন নিহত ও ১৬১ জন আহত হয়েছেন। গত মে মাসে দেশে মোট ৪৬৮টি সড়ক দুর্ঘটনায় ৫৩২ জন নিহত এবং ৮১৩ জন আহত হয়েছেন। নিহতের মধ্যে নারী ৮৯ জন এবং শিশু ৭৮ জন। দুর্ঘটনায় সবচেয়ে বেশি প্রাণহানি ঘটেছে মোটরসাইকেল আরোহীদের। রোড সেফটি ফাউন্ডেশনের মাসিক প্রতিবেদনে এ তথ্য উঠে এসেছে। [458,849,798,918]
article-text: ১২১টি সড়ক দুর্ঘটনায় ১১০ জন নিহত ও ১৬১ জন আহত হয়েছেন। গত মে মাসে দেশে মোট ৪৬৮টি সড়ক দুর্ঘটনায় ৫৩২ জন নিহত এবং ৮১৩ জন আহত হয়েছেন। নিহতের মধ্যে নারী ৮৯ জন এবং শিশু ৭৮ জন। দুর্ঘটনায় সবচেয়ে বেশি প্রাণহানি ঘটেছে মোটরসাইকেল আরোহীদের। রোড সেফটি ফাউন্ডেশনের মাসিক প্রতিবেদনে এ তথ্য উঠে এসেছে। [458,1113,798,1181]
article-text: এডুকো-বাংলাদেশের কান্ট্রি ডিরেক্টর বলেন, গৃহকর্মে নিয়োজিত শিশুরা প্রায়ই নির্যাতনের শিকার হয়। তাদের সুরক্ষায় গৃহকর্মী সুরক্ষা ও কল্যাণ নীতি বাস্তবায়ন জরুরি। শিশুশ্রম নিরসনে সরকার, বেসরকারি সংস্থা ও নাগরিক সমাজকে একসঙ্গে কাজ করতে হবে। শিশুদের শিক্ষা ও নিরাপদ শৈশব নিশ্চিত করাই আমাদের লক্ষ্য। [1003,838,1263,907]
byline: বগুড়া অফিস ● [811,796,874,808]
article-text: উপজেলার বিষ্ণুপুর গ্রামে জমি নিয়ে বিরোধের জের ধরে এক পরিবারের উপর হামলা চালানো হয়। এতে নারীসহ তিনজন আহত হন। ভুক্তভোগী পরিবার ন্যায় বিচারের দাবিতে সংবাদ সম্মেলন করেছেন। তারা অভিযোগ করেন, মামলা দায়েরের পরও আসামিরা প্রকাশ্যে ঘুরে বেড়াচ্ছে এবং হুমকি দিচ্ছে। [1003,613,1263,682]
article-text: দু'জনের প্রতারণাসহ আদালতে এর আগে আরো দুইটি মামলা বিচারাধীন রয়েছে। জেলা প্রশাসকের নির্দেশে ভ্রাম্যমাণ আদালত অবৈধ ইটভাটা দুটি গুঁড়িয়ে দেয় এবং মালিককে দুই লাখ টাকা জরিমানা করে। পরিবেশ অধিদপ্তরের কর্মকর্তারা অভিযানে উপস্থিত ছিলেন। [458,620,798,661]
